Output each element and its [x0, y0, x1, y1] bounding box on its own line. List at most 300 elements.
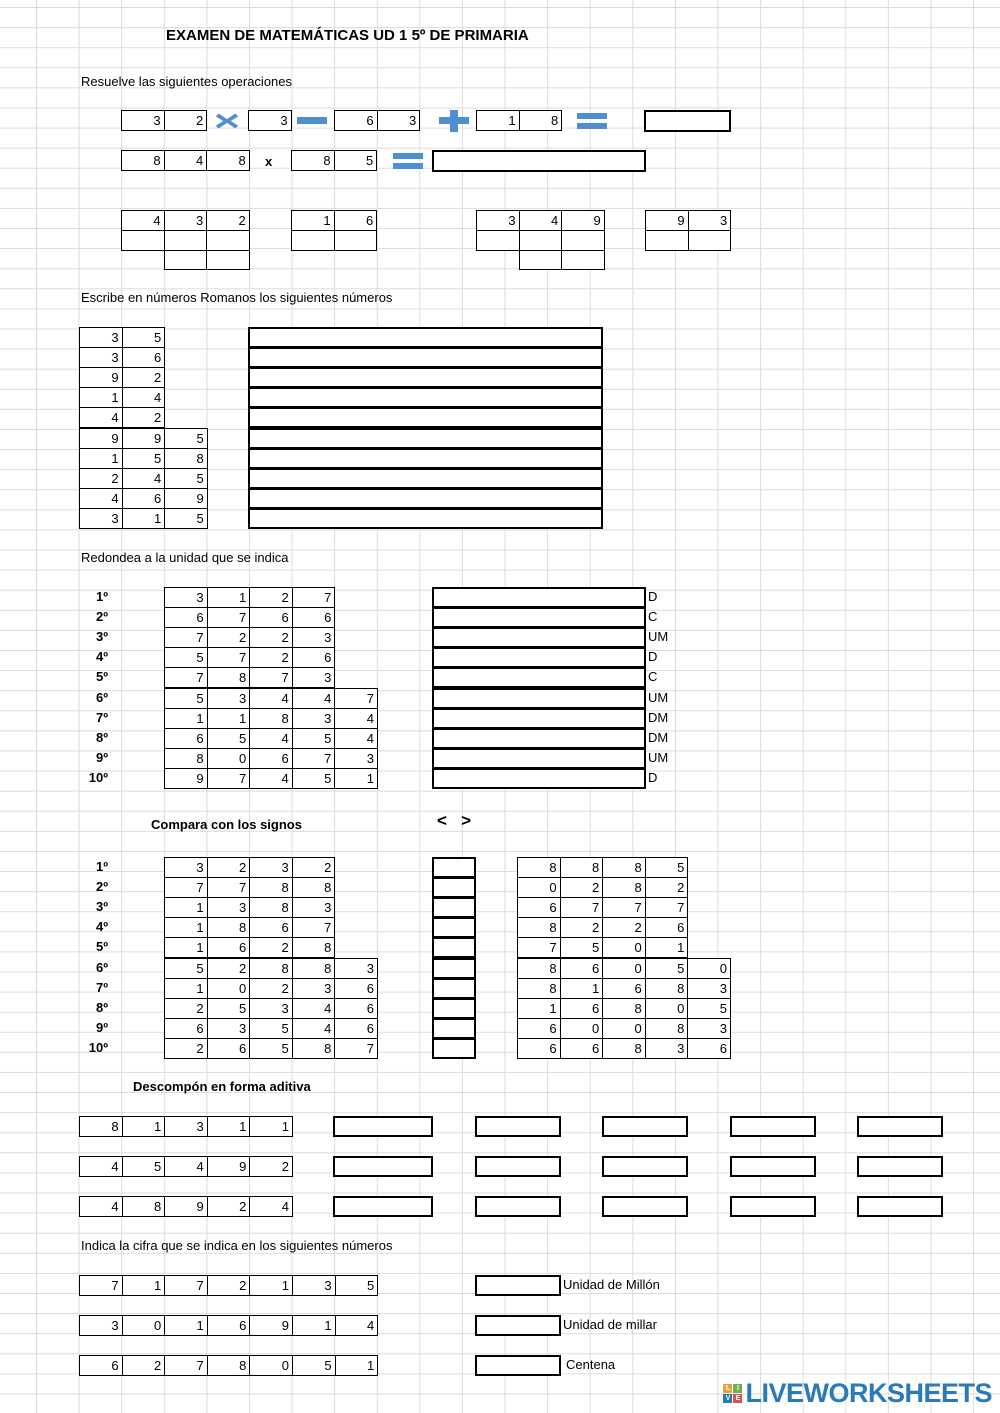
work-cell[interactable] [476, 230, 520, 251]
compare-left-digit: 1 [164, 978, 208, 999]
rounding-digit: 0 [207, 748, 251, 769]
answer-box-rounding-7-input[interactable] [434, 710, 644, 727]
rounding-unit: DM [648, 709, 669, 725]
compare-left-digit: 3 [249, 857, 293, 878]
row-label: 2º [96, 879, 108, 895]
decompose-digit: 4 [79, 1196, 123, 1217]
decompose-digit: 1 [122, 1116, 166, 1137]
operand-digit: 8 [291, 150, 335, 171]
answer-box-decompose-2-3 [602, 1156, 688, 1177]
identify-digit: 1 [249, 1275, 293, 1296]
rounding-digit: 7 [249, 667, 293, 688]
answer-box-rounding-5-input[interactable] [434, 669, 644, 686]
logo-letter: I [733, 1384, 742, 1393]
roman-digit: 2 [122, 407, 166, 428]
rounding-digit: 5 [164, 647, 208, 668]
answer-box-compare-10-input[interactable] [434, 1040, 474, 1057]
answer-box-decompose-2-1 [333, 1156, 433, 1177]
section-heading-compare: Compara con los signos [151, 817, 302, 832]
roman-digit: 1 [122, 508, 166, 529]
roman-digit: 9 [79, 428, 123, 449]
identify-digit: 1 [292, 1315, 336, 1336]
answer-box-compare-5-input[interactable] [434, 939, 474, 956]
compare-left-digit: 8 [292, 937, 336, 958]
answer-box-roman-1 [248, 327, 603, 348]
answer-box-roman-6 [248, 428, 603, 449]
equals-icon [385, 150, 431, 172]
compare-left-digit: 5 [207, 998, 251, 1019]
answer-box-rounding-1 [432, 587, 646, 608]
compare-right-digit: 7 [560, 897, 604, 918]
answer-box-rounding-10-input[interactable] [434, 770, 644, 787]
rounding-digit: 7 [334, 688, 378, 709]
answer-box-decompose-2-4-input[interactable] [732, 1158, 814, 1175]
identify-digit: 8 [207, 1355, 251, 1376]
work-cell[interactable] [561, 230, 605, 251]
operand-digit: 6 [334, 110, 378, 131]
answer-box-compare-8 [432, 998, 476, 1019]
rounding-digit: 1 [207, 587, 251, 608]
operand-digit: 9 [645, 210, 689, 231]
compare-right-digit: 3 [687, 1018, 731, 1039]
compare-right-digit: 0 [602, 958, 646, 979]
compare-left-digit: 1 [164, 937, 208, 958]
compare-right-digit: 5 [687, 998, 731, 1019]
compare-left-digit: 8 [249, 897, 293, 918]
row-label: 10º [88, 769, 108, 785]
operand-digit: 4 [519, 210, 563, 231]
answer-box-compare-7 [432, 978, 476, 999]
compare-left-digit: 2 [164, 1038, 208, 1059]
decompose-digit: 2 [207, 1196, 251, 1217]
identify-digit: 7 [164, 1355, 208, 1376]
row-label: 4º [96, 649, 108, 665]
answer-box-decompose-2-5-input[interactable] [859, 1158, 941, 1175]
work-cell[interactable] [519, 250, 563, 270]
times-sign: x [265, 154, 273, 169]
work-cell[interactable] [334, 230, 378, 251]
operand-digit: 2 [164, 110, 208, 131]
answer-box-decompose-2-2-input[interactable] [477, 1158, 559, 1175]
rounding-digit: 4 [334, 728, 378, 749]
compare-right-digit: 3 [687, 978, 731, 999]
answer-box-decompose-2-1-input[interactable] [335, 1158, 431, 1175]
answer-box-rounding-8-input[interactable] [434, 730, 644, 747]
operand-digit: 3 [688, 210, 732, 231]
answer-box-roman-7-input[interactable] [250, 450, 601, 467]
answer-box-roman-6-input[interactable] [250, 430, 601, 447]
compare-right-digit: 7 [602, 897, 646, 918]
identify-digit: 2 [122, 1355, 166, 1376]
answer-box-rounding-7 [432, 708, 646, 729]
answer-box-decompose-1-3 [602, 1116, 688, 1137]
compare-right-digit: 3 [645, 1038, 689, 1059]
answer-box-decompose-1-2 [475, 1116, 561, 1137]
answer-box-rounding-4 [432, 647, 646, 668]
compare-left-digit: 7 [207, 877, 251, 898]
answer-box-rounding-6 [432, 688, 646, 709]
equals-icon [569, 110, 615, 132]
answer-box-roman-3 [248, 367, 603, 388]
row-label: 6º [96, 689, 108, 705]
rounding-digit: 4 [249, 768, 293, 789]
work-cell[interactable] [206, 250, 250, 270]
operand-digit: 3 [476, 210, 520, 231]
rounding-digit: 3 [207, 688, 251, 709]
compare-right-digit: 2 [645, 877, 689, 898]
answer-box-compare-2 [432, 877, 476, 898]
answer-box-roman-4-input[interactable] [250, 389, 601, 406]
rounding-digit: 4 [249, 728, 293, 749]
section-heading-operations: Resuelve las siguientes operaciones [81, 74, 293, 89]
answer-box-decompose-1-4 [730, 1116, 816, 1137]
rounding-unit: D [648, 589, 658, 604]
compare-right-digit: 1 [517, 998, 561, 1019]
compare-left-digit: 1 [164, 897, 208, 918]
page-title: EXAMEN DE MATEMÁTICAS UD 1 5º DE PRIMARIA [166, 27, 529, 44]
row-label: 9º [96, 749, 108, 765]
rounding-unit: D [648, 649, 658, 665]
roman-digit: 9 [79, 367, 123, 388]
answer-box-roman-2 [248, 347, 603, 368]
compare-left-digit: 5 [249, 1038, 293, 1059]
answer-box-roman-10 [248, 508, 603, 529]
compare-right-digit: 8 [602, 998, 646, 1019]
rounding-digit: 5 [292, 728, 336, 749]
compare-right-digit: 1 [560, 978, 604, 999]
answer-box-compare-4 [432, 917, 476, 938]
answer-box-decompose-1-3-input[interactable] [604, 1118, 686, 1135]
rounding-digit: 2 [249, 587, 293, 608]
answer-box-identify-1-input[interactable] [477, 1277, 559, 1294]
answer-box-decompose-1-4-input[interactable] [732, 1118, 814, 1135]
rounding-digit: 3 [334, 748, 378, 769]
rounding-digit: 3 [164, 587, 208, 608]
rounding-digit: 3 [292, 708, 336, 729]
compare-right-digit: 2 [560, 917, 604, 938]
identify-digit: 4 [335, 1315, 379, 1336]
rounding-unit: D [648, 769, 658, 785]
answer-box-compare-6-input[interactable] [434, 960, 474, 977]
answer-box-decompose-3-1 [333, 1196, 433, 1217]
answer-box-rounding-4-input[interactable] [434, 649, 644, 666]
roman-digit: 3 [79, 347, 123, 368]
compare-right-digit: 6 [687, 1038, 731, 1059]
answer-box-roman-5-input[interactable] [250, 409, 601, 426]
roman-digit: 3 [79, 508, 123, 529]
compare-right-digit: 5 [560, 937, 604, 958]
decompose-digit: 9 [207, 1156, 251, 1177]
decompose-digit: 9 [164, 1196, 208, 1217]
rounding-unit: DM [648, 729, 669, 745]
compare-right-digit: 5 [645, 958, 689, 979]
answer-box-decompose-2-5 [857, 1156, 943, 1177]
work-cell[interactable] [645, 230, 689, 251]
identify-place-label: Unidad de Millón [563, 1277, 660, 1292]
answer-box-compare-2-input[interactable] [434, 879, 474, 896]
answer-box-decompose-3-2-input[interactable] [477, 1198, 559, 1215]
compare-left-digit: 8 [207, 917, 251, 938]
identify-digit: 1 [335, 1355, 379, 1376]
answer-box-operation-2-input[interactable] [434, 152, 644, 170]
roman-digit: 8 [164, 448, 208, 469]
rounding-digit: 5 [164, 688, 208, 709]
answer-box-compare-4-input[interactable] [434, 919, 474, 936]
compare-left-digit: 4 [292, 1018, 336, 1039]
answer-box-identify-1 [475, 1275, 561, 1296]
answer-box-identify-2-input[interactable] [477, 1317, 559, 1334]
compare-signs: < > [437, 811, 472, 830]
decompose-digit: 3 [164, 1116, 208, 1137]
compare-left-digit: 3 [334, 958, 378, 979]
answer-box-roman-8 [248, 468, 603, 489]
compare-right-digit: 5 [645, 857, 689, 878]
minus-icon [296, 110, 328, 132]
operand-digit: 8 [121, 150, 165, 171]
work-cell[interactable] [291, 230, 335, 251]
compare-right-digit: 0 [517, 877, 561, 898]
answer-box-operation-2 [432, 150, 646, 172]
liveworksheets-logo-icon [723, 1384, 742, 1403]
answer-box-rounding-9 [432, 748, 646, 769]
work-cell[interactable] [164, 230, 208, 251]
rounding-digit: 4 [334, 708, 378, 729]
roman-digit: 4 [122, 387, 166, 408]
compare-right-digit: 2 [602, 917, 646, 938]
answer-box-roman-8-input[interactable] [250, 470, 601, 487]
answer-box-rounding-3-input[interactable] [434, 629, 644, 646]
answer-box-roman-1-input[interactable] [250, 329, 601, 346]
answer-box-compare-5 [432, 937, 476, 958]
rounding-digit: 8 [207, 667, 251, 688]
compare-left-digit: 1 [164, 917, 208, 938]
work-cell[interactable] [519, 230, 563, 251]
plus-icon [437, 110, 471, 132]
rounding-digit: 6 [164, 728, 208, 749]
answer-box-decompose-2-3-input[interactable] [604, 1158, 686, 1175]
logo-letter: E [733, 1394, 742, 1403]
answer-box-decompose-3-3 [602, 1196, 688, 1217]
identify-digit: 6 [207, 1315, 251, 1336]
answer-box-roman-5 [248, 407, 603, 428]
work-cell[interactable] [688, 230, 732, 251]
logo-letter: L [723, 1384, 732, 1393]
compare-left-digit: 3 [249, 998, 293, 1019]
answer-box-identify-3 [475, 1355, 561, 1376]
identify-digit: 0 [122, 1315, 166, 1336]
answer-box-decompose-3-5 [857, 1196, 943, 1217]
row-label: 1º [96, 589, 108, 604]
answer-box-decompose-1-5-input[interactable] [859, 1118, 941, 1135]
compare-left-digit: 4 [292, 998, 336, 1019]
answer-box-rounding-9-input[interactable] [434, 750, 644, 767]
rounding-digit: 8 [164, 748, 208, 769]
roman-digit: 5 [122, 327, 166, 348]
identify-digit: 1 [122, 1275, 166, 1296]
compare-right-digit: 6 [517, 1038, 561, 1059]
compare-left-digit: 6 [164, 1018, 208, 1039]
compare-left-digit: 3 [292, 897, 336, 918]
answer-box-decompose-3-1-input[interactable] [335, 1198, 431, 1215]
answer-box-decompose-1-1-input[interactable] [335, 1118, 431, 1135]
answer-box-compare-8-input[interactable] [434, 1000, 474, 1017]
compare-left-digit: 7 [334, 1038, 378, 1059]
compare-right-digit: 2 [560, 877, 604, 898]
answer-box-operation-1-input[interactable] [646, 112, 729, 130]
compare-left-digit: 6 [207, 1038, 251, 1059]
section-heading-rounding: Redondea a la unidad que se indica [81, 550, 289, 565]
answer-box-rounding-10 [432, 768, 646, 789]
rounding-digit: 7 [164, 667, 208, 688]
decompose-digit: 5 [122, 1156, 166, 1177]
compare-left-digit: 6 [334, 998, 378, 1019]
answer-box-roman-4 [248, 387, 603, 408]
identify-digit: 7 [79, 1275, 123, 1296]
identify-digit: 0 [249, 1355, 293, 1376]
roman-digit: 5 [164, 468, 208, 489]
operand-digit: 3 [121, 110, 165, 131]
answer-box-compare-1-input[interactable] [434, 859, 474, 876]
work-cell[interactable] [206, 230, 250, 251]
compare-right-digit: 7 [517, 937, 561, 958]
compare-left-digit: 2 [207, 857, 251, 878]
answer-box-decompose-3-3-input[interactable] [604, 1198, 686, 1215]
operand-digit: 8 [519, 110, 563, 131]
compare-left-digit: 2 [249, 937, 293, 958]
rounding-digit: 7 [207, 647, 251, 668]
compare-right-digit: 8 [517, 917, 561, 938]
roman-digit: 1 [79, 448, 123, 469]
identify-place-label: Unidad de millar [563, 1317, 657, 1333]
operand-digit: 1 [476, 110, 520, 131]
answer-box-rounding-8 [432, 728, 646, 749]
roman-digit: 4 [122, 468, 166, 489]
answer-box-compare-7-input[interactable] [434, 980, 474, 997]
rounding-digit: 5 [292, 768, 336, 789]
answer-box-decompose-3-4 [730, 1196, 816, 1217]
operand-digit: 2 [206, 210, 250, 231]
rounding-digit: 6 [292, 607, 336, 628]
rounding-digit: 9 [164, 768, 208, 789]
answer-box-roman-2-input[interactable] [250, 349, 601, 366]
section-heading-digit: Indica la cifra que se indica en los siguientes números [81, 1238, 393, 1253]
compare-left-digit: 6 [249, 917, 293, 938]
answer-box-decompose-1-1 [333, 1116, 433, 1137]
compare-left-digit: 8 [292, 1038, 336, 1059]
rounding-digit: 1 [164, 708, 208, 729]
rounding-digit: 4 [249, 688, 293, 709]
compare-left-digit: 3 [207, 897, 251, 918]
identify-digit: 3 [79, 1315, 123, 1336]
operand-digit: 8 [206, 150, 250, 171]
decompose-digit: 2 [249, 1156, 293, 1177]
answer-box-roman-9-input[interactable] [250, 490, 601, 507]
roman-digit: 6 [122, 347, 166, 368]
answer-box-rounding-5 [432, 667, 646, 688]
compare-right-digit: 8 [517, 978, 561, 999]
row-label: 4º [96, 919, 108, 935]
rounding-digit: 6 [164, 607, 208, 628]
answer-box-identify-3-input[interactable] [477, 1357, 559, 1374]
rounding-digit: 2 [207, 627, 251, 648]
decompose-digit: 4 [164, 1156, 208, 1177]
answer-box-compare-10 [432, 1038, 476, 1059]
roman-digit: 4 [79, 488, 123, 509]
compare-left-digit: 3 [207, 1018, 251, 1039]
rounding-digit: 7 [292, 587, 336, 608]
decompose-digit: 8 [122, 1196, 166, 1217]
roman-digit: 5 [164, 508, 208, 529]
rounding-digit: 6 [249, 748, 293, 769]
compare-right-digit: 6 [517, 897, 561, 918]
compare-left-digit: 5 [249, 1018, 293, 1039]
work-cell[interactable] [121, 230, 165, 251]
roman-digit: 9 [164, 488, 208, 509]
answer-box-decompose-3-2 [475, 1196, 561, 1217]
rounding-digit: 7 [207, 607, 251, 628]
compare-left-digit: 5 [164, 958, 208, 979]
rounding-digit: 7 [164, 627, 208, 648]
compare-right-digit: 6 [560, 998, 604, 1019]
roman-digit: 9 [122, 428, 166, 449]
answer-box-roman-3-input[interactable] [250, 369, 601, 386]
work-cell[interactable] [164, 250, 208, 270]
roman-digit: 3 [79, 327, 123, 348]
rounding-unit: UM [648, 749, 669, 765]
answer-box-decompose-3-5-input[interactable] [859, 1198, 941, 1215]
answer-box-compare-3-input[interactable] [434, 899, 474, 916]
row-label: 8º [96, 999, 108, 1015]
decompose-digit: 4 [79, 1156, 123, 1177]
compare-left-digit: 3 [164, 857, 208, 878]
rounding-unit: UM [648, 629, 669, 645]
answer-box-rounding-1-input[interactable] [434, 589, 644, 606]
compare-left-digit: 8 [292, 877, 336, 898]
answer-box-rounding-6-input[interactable] [434, 690, 644, 707]
answer-box-roman-10-input[interactable] [250, 510, 601, 527]
rounding-digit: 6 [292, 647, 336, 668]
answer-box-rounding-2-input[interactable] [434, 609, 644, 626]
section-heading-decompose: Descompón en forma aditiva [133, 1079, 311, 1094]
answer-box-roman-7 [248, 448, 603, 469]
rounding-digit: 5 [207, 728, 251, 749]
answer-box-decompose-3-4-input[interactable] [732, 1198, 814, 1215]
work-cell[interactable] [561, 250, 605, 270]
compare-right-digit: 8 [645, 978, 689, 999]
roman-digit: 4 [79, 407, 123, 428]
logo-letter: V [723, 1394, 732, 1403]
compare-left-digit: 0 [207, 978, 251, 999]
compare-right-digit: 8 [602, 1038, 646, 1059]
operand-digit: 9 [561, 210, 605, 231]
rounding-digit: 4 [292, 688, 336, 709]
identify-place-label: Centena [566, 1357, 616, 1373]
identify-digit: 2 [207, 1275, 251, 1296]
roman-digit: 6 [122, 488, 166, 509]
compare-right-digit: 7 [645, 897, 689, 918]
section-heading-roman: Escribe en números Romanos los siguientes números [81, 290, 393, 305]
compare-left-digit: 6 [207, 937, 251, 958]
compare-left-digit: 6 [334, 1018, 378, 1039]
compare-right-digit: 8 [517, 857, 561, 878]
operand-digit: 6 [334, 210, 378, 231]
rounding-unit: C [648, 669, 658, 685]
answer-box-decompose-1-2-input[interactable] [477, 1118, 559, 1135]
answer-box-compare-9-input[interactable] [434, 1020, 474, 1037]
row-label: 5º [96, 669, 108, 685]
liveworksheets-logo [723, 1378, 992, 1409]
answer-box-rounding-2 [432, 607, 646, 628]
